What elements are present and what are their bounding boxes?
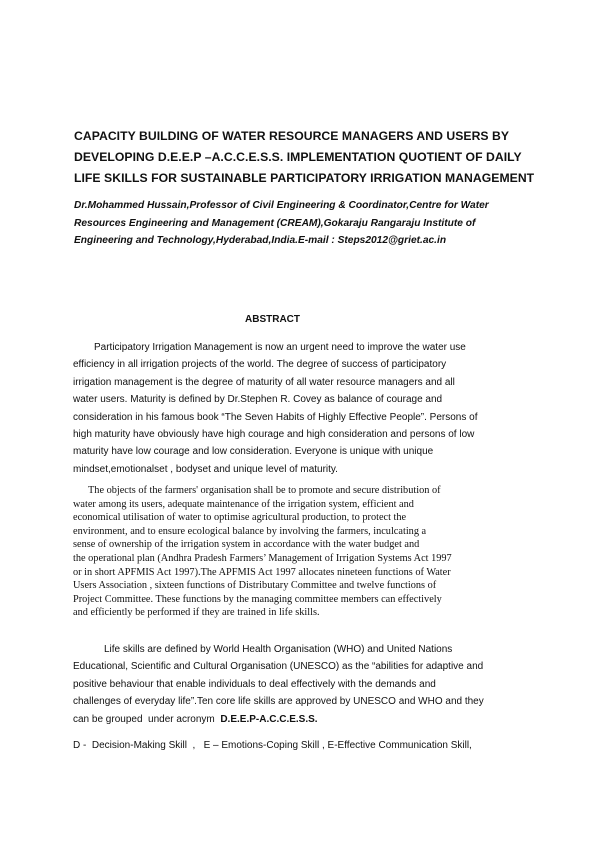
paragraph-line: positive behaviour that enable individuals to deal effectively with the demands and xyxy=(73,678,436,690)
title-line: DEVELOPING D.E.E.P –A.C.C.E.S.S. IMPLEMENTATION QUOTIENT OF DAILY xyxy=(74,150,522,164)
paragraph-line: sense of ownership of the irrigation system in accordance with the water budget and xyxy=(73,539,420,551)
paragraph-line: irrigation management is the degree of maturity of all water resource managers and all xyxy=(73,376,455,388)
paragraph-line: environment, and to ensure ecological balance by involving the farmers, inculcating a xyxy=(73,525,427,537)
paragraph-line: Users Association , sixteen functions of Distributary Committee and twelve functions of xyxy=(73,580,437,592)
author-line: Engineering and Technology,Hyderabad,India.E-mail : Steps2012@griet.ac.in xyxy=(74,235,447,246)
abstract-heading: ABSTRACT xyxy=(245,314,300,325)
paragraph-line: D - Decision-Making Skill , E – Emotions-Coping Skill , E-Effective Communication Skill, xyxy=(73,740,472,751)
paragraph-line: consideration in his famous book “The Seven Habits of Highly Effective People”. Persons of xyxy=(73,411,478,423)
paragraph-line: water among its users, adequate maintenance of the irrigation system, efficient and xyxy=(73,498,414,510)
title-line: LIFE SKILLS FOR SUSTAINABLE PARTICIPATORY IRRIGATION MANAGEMENT xyxy=(74,171,535,185)
paragraph-line: The objects of the farmers' organisation shall be to promote and secure distribution of xyxy=(88,485,441,496)
paragraph-line: or in short APFMIS Act 1997).The APFMIS Act 1997 allocates nineteen functions of Water xyxy=(73,566,451,578)
paragraph-line: and efficiently be performed if they are trained in life skills. xyxy=(73,607,320,619)
paper-title xyxy=(74,126,534,189)
paragraph-line: efficiency in all irrigation projects of the world. The degree of success of participatory xyxy=(73,359,447,371)
paragraph-line xyxy=(73,711,484,728)
acronym-text: D.E.E.P-A.C.C.E.S.S. xyxy=(220,713,318,725)
abstract-paragraph-1 xyxy=(73,339,477,478)
paragraph-text: can be grouped under acronym xyxy=(73,713,221,725)
abstract-paragraph-3 xyxy=(73,641,484,728)
paragraph-line: the operational plan (Andhra Pradesh Farmers’ Management of Irrigation Systems Act 1997 xyxy=(73,552,452,564)
title-line: CAPACITY BUILDING OF WATER RESOURCE MANAGERS AND USERS BY xyxy=(74,129,510,143)
author-affiliation xyxy=(74,197,534,250)
paragraph-line: economical utilisation of water to optimise agricultural production, to protect the xyxy=(73,512,407,524)
author-line: Dr.Mohammed Hussain,Professor of Civil Engineering & Coordinator,Centre for Water xyxy=(74,200,489,211)
paragraph-line: Project Committee. These functions by the managing committee members can effectively xyxy=(73,593,442,605)
paragraph-line: Participatory Irrigation Management is now an urgent need to improve the water use xyxy=(94,342,466,353)
paragraph-line: water users. Maturity is defined by Dr.Stephen R. Covey as balance of courage and xyxy=(73,394,443,406)
paragraph-line: maturity have low courage and low consideration. Everyone is unique with unique xyxy=(73,446,434,458)
paragraph-line: challenges of everyday life”.Ten core life skills are approved by UNESCO and WHO and they xyxy=(73,696,484,708)
abstract-paragraph-2 xyxy=(73,484,452,620)
paragraph-line: Life skills are defined by World Health Organisation (WHO) and United Nations xyxy=(104,644,453,655)
author-line: Resources Engineering and Management (CREAM),Gokaraju Rangaraju Institute of xyxy=(74,217,476,229)
paragraph-line: mindset,emotionalset , bodyset and unique level of maturity. xyxy=(73,463,338,475)
paragraph-line: high maturity have obviously have high courage and high consideration and persons of low xyxy=(73,429,475,441)
skills-list-line xyxy=(73,737,472,754)
paragraph-line: Educational, Scientific and Cultural Organisation (UNESCO) as the “abilities for adaptive and xyxy=(73,661,484,673)
